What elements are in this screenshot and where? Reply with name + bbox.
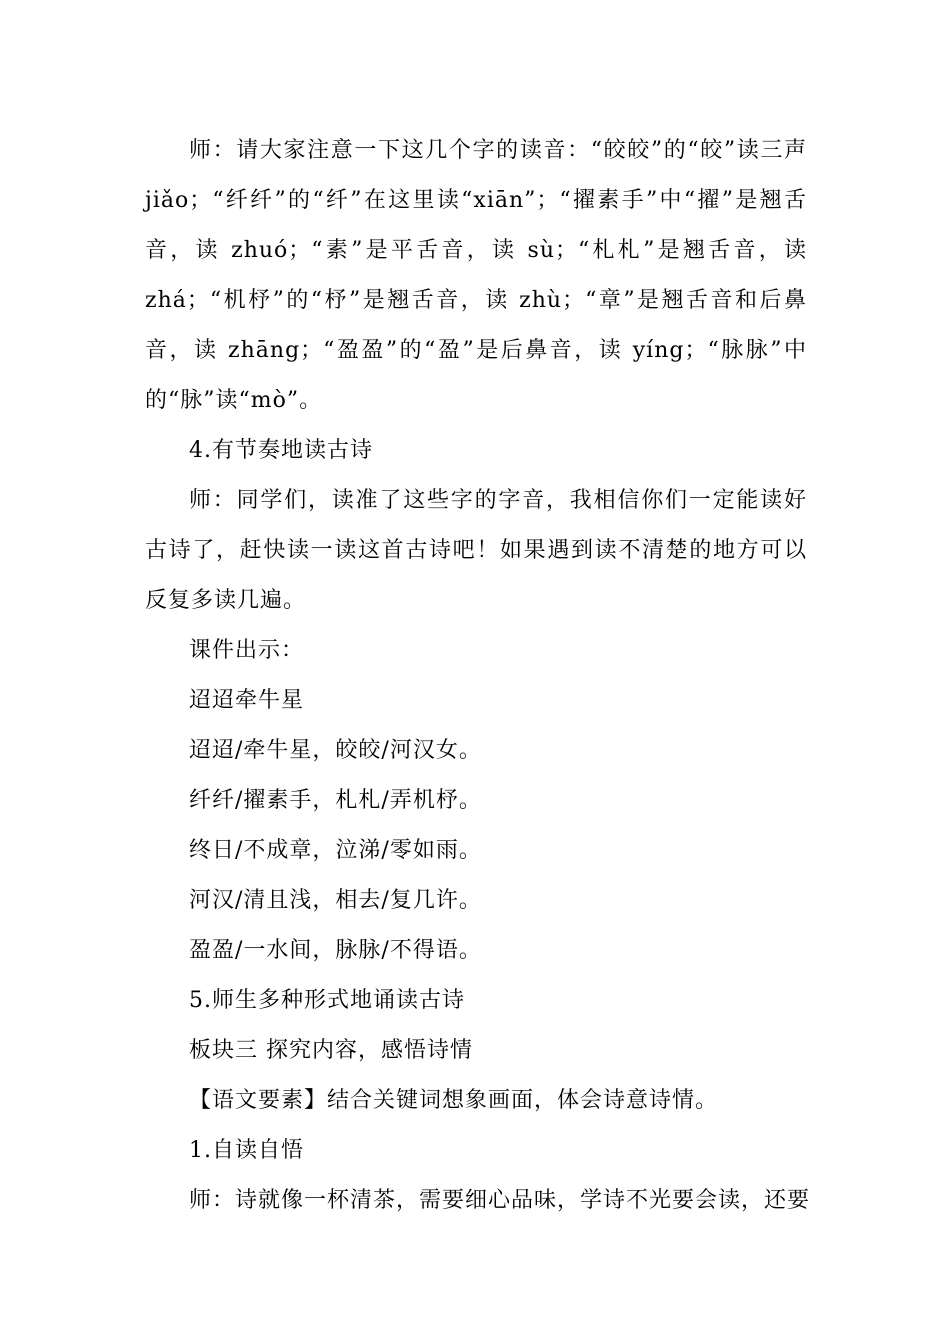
step-5-heading: 5.师生多种形式地诵读古诗	[189, 988, 465, 1013]
teacher-pronunciation-paragraph: 师：请大家注意一下这几个字的读音：“皎皎”的“皎”读三声 jiǎo；“纤纤”的“纤”在这里读“xiān”；“擢素手”中“擢”是翘舌音，读 zhuó；“素”是平舌音，读 sù；“札札”是翘舌音，读 zhá；“机杼”的“杼”是翘舌音，读 zhù；“章”是翘舌音和后鼻音，读 zhāng；“盈盈”的“盈”是后鼻音，读 yíng；“脉脉”中的“脉”读“mò”。	[145, 138, 807, 413]
poem-title: 迢迢牵牛星	[189, 688, 305, 713]
document-page	[145, 126, 811, 1226]
step-4-heading: 4.有节奏地读古诗	[189, 438, 373, 463]
section-3-heading: 板块三 探究内容，感悟诗情	[189, 1038, 473, 1063]
poem-line-3: 终日/不成章，泣涕/零如雨。	[189, 838, 482, 863]
language-elements-note: 【语文要素】结合关键词想象画面，体会诗意诗情。	[189, 1088, 719, 1113]
courseware-label: 课件出示：	[189, 638, 305, 663]
poem-line-2: 纤纤/擢素手，札札/弄机杼。	[189, 788, 482, 813]
poem-line-5: 盈盈/一水间，脉脉/不得语。	[189, 938, 482, 963]
teacher-poem-intro: 师：诗就像一杯清茶，需要细心品味，学诗不光要会读，还要	[189, 1188, 811, 1213]
poem-line-4: 河汉/清且浅，相去/复几许。	[189, 888, 482, 913]
poem-line-1: 迢迢/牵牛星，皎皎/河汉女。	[189, 738, 482, 763]
step-1-heading: 1.自读自悟	[189, 1138, 304, 1163]
teacher-reading-paragraph: 师：同学们，读准了这些字的字音，我相信你们一定能读好古诗了，赶快读一读这首古诗吧！如果遇到读不清楚的地方可以反复多读几遍。	[145, 488, 807, 613]
